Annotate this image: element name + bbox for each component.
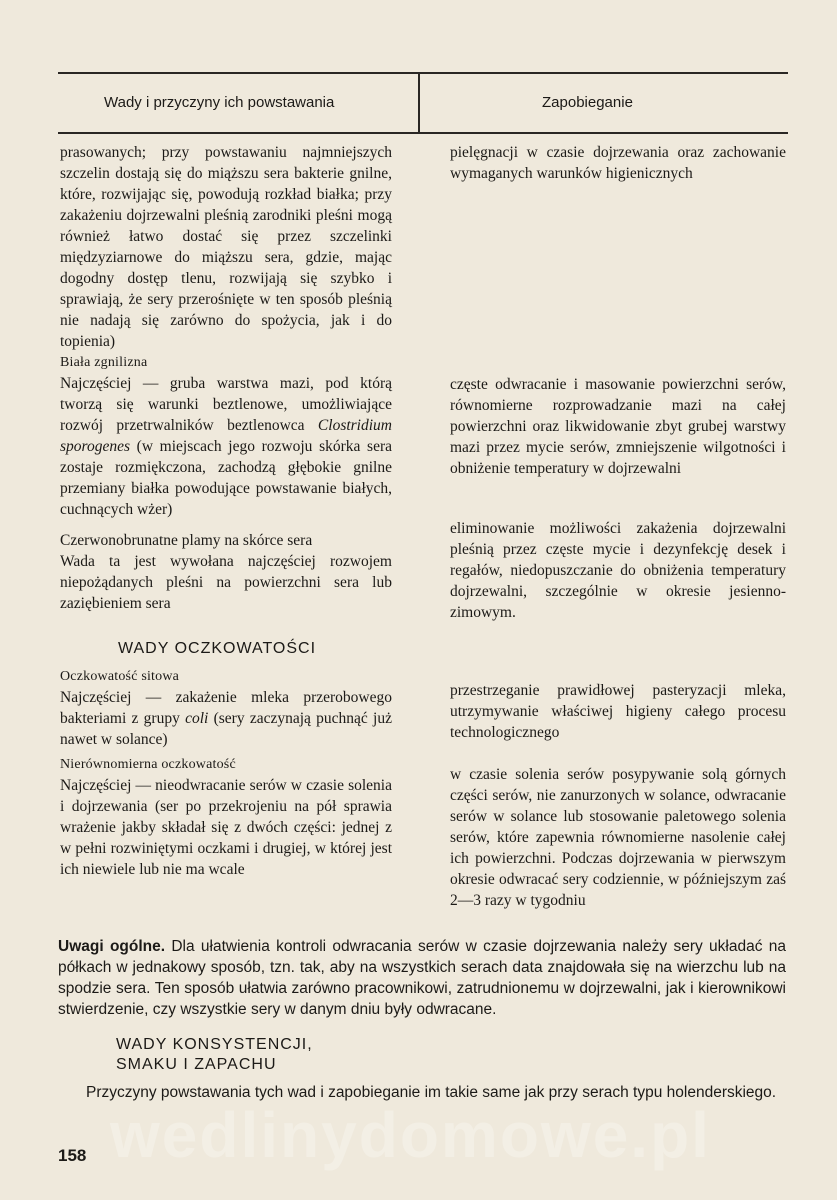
remarks-text: Dla ułatwienia kontroli odwracania serów w czasie dojrzewania należy sery układać na półkach w jednakowy sposób, tzn. tak, aby na wszystkich serach data znajdowała się na wierzchu lub na spodzie sera. Ten sposób ułatwia zarówno pracownikowi, zatrudnionemu w dojrzewalni, jak i kierownikowi stwierdzenie, czy wszystkie sery w danym dniu były odwracane. xyxy=(58,938,787,1018)
row-sieve-eyes-prevention: przestrzeganie prawidłowej pasteryzacji mleka, utrzymywanie właściwej higieny całego procesu technologicznego xyxy=(450,682,786,741)
table-header-prevention: Zapobieganie xyxy=(542,94,633,111)
row-red-spots-prevention: eliminowanie możliwości zakażenia dojrzewalni pleśnią przez częste mycie i dezynfekcję desek i regałów, niedopuszczanie do obniżenia temperatury dojrzewalni, szczególnie w okresie jesienno-zimowym. xyxy=(450,520,786,621)
row-sieve-eyes xyxy=(60,666,392,750)
section-heading-taste-line2: SMAKU I ZAPACHU xyxy=(116,1056,277,1073)
defect-cause-bacteria: coli xyxy=(185,710,209,727)
section-heading-taste-line1: WADY KONSYSTENCJI, xyxy=(116,1036,313,1053)
defect-title: Biała zgnilizna xyxy=(60,355,148,370)
defect-cause-text: Najczęściej — zakażenie mleka przerobowego bakteriami z grupy xyxy=(60,689,392,727)
defect-cause-text: Najczęściej — gruba warstwa mazi, pod którą tworzą się warunki beztlenowe, umożliwiające rozwój przetrwalników beztlenowca xyxy=(60,375,392,434)
defect-title: Czerwonobrunatne plamy na skórce sera xyxy=(60,532,313,549)
table-header-causes: Wady i przyczyny ich powstawania xyxy=(104,94,335,111)
general-remarks xyxy=(58,936,786,1020)
defect-title: Oczkowatość sitowa xyxy=(60,669,180,684)
defect-title: Nierównomierna oczkowatość xyxy=(60,757,236,772)
table-column-divider xyxy=(418,74,420,132)
table-header-rule xyxy=(58,132,788,134)
row-white-rot-prevention: częste odwracanie i masowanie powierzchni serów, równomierne rozprowadzanie mazi na całej powierzchni oraz likwidowanie zbyt grubej warstwy mazi przez mycie serów, zmniejszenie wilgotności i obniżenie temperatury w dojrzewalni xyxy=(450,376,786,477)
remarks-lead: Uwagi ogólne. xyxy=(58,938,166,955)
row-red-spots xyxy=(60,530,392,614)
table-top-rule xyxy=(58,72,788,74)
defect-cause-species: Clostridium sporogenes xyxy=(60,417,392,455)
row-uneven-eyes xyxy=(60,754,392,880)
row-cause-continued: prasowanych; przy powstawaniu najmniejszych szczelin dostają się do miąższu sera bakterie gnilne, które, rozwijając się, powodują rozkład białka; przy zakażeniu dojrzewalni pleśnią zarodniki pleśni mogą również łatwo dostać się przez szczelinki międzyziarnowe do miąższu sera, gdzie, mając dogodny dostęp tlenu, rozwijają się szybko i sprawiają, że sery przerośnięte w ten sposób pleśnią nie nadają się zarówno do spożycia, jak i do topienia) xyxy=(60,144,392,350)
page-number: 158 xyxy=(58,1146,87,1165)
defect-cause-text: Wada ta jest wywołana najczęściej rozwojem niepożądanych pleśni na powierzchni sera lub zaziębieniem sera xyxy=(60,553,392,612)
row-uneven-eyes-prevention: w czasie solenia serów posypywanie solą górnych części serów, nie zanurzonych w solance, odwracanie serów w solance lub stosowanie paletowego solenia serów, które zapewnia równomierne nasolenie całej ich powierzchni. Podczas dojrzewania w pierwszym okresie odwracać sery codziennie, w późniejszym zaś 2—3 razy w tygodniu xyxy=(450,766,786,909)
section-heading-eyes: WADY OCZKOWATOŚCI xyxy=(118,640,317,657)
defect-cause-text: Najczęściej — nieodwracanie serów w czasie solenia i dojrzewania (ser po przekrojeniu na pół sprawia wrażenie jakby składał się z dwóch części: jednej z w pełni rozwiniętymi oczkami i drugiej, w której jest ich niewiele lub nie ma wcale xyxy=(60,777,392,878)
defect-cause-text-end: (sery zaczynają puchnąć już nawet w solance) xyxy=(60,710,392,748)
watermark: wedlinydomowe.pl xyxy=(110,1099,711,1171)
defect-cause-text-end: (w miejscach jego rozwoju skórka sera zostaje rozmiękczona, zachodzą głębokie gnilne przemiany białka powodujące powstawanie białych, cuchnących wżer) xyxy=(60,438,392,518)
row-white-rot xyxy=(60,352,392,520)
row-prevention-continued: pielęgnacji w czasie dojrzewania oraz zachowanie wymaganych warunków higienicznych xyxy=(450,144,786,182)
taste-section-text: Przyczyny powstawania tych wad i zapobieganie im takie same jak przy serach typu holenderskiego. xyxy=(86,1084,777,1101)
